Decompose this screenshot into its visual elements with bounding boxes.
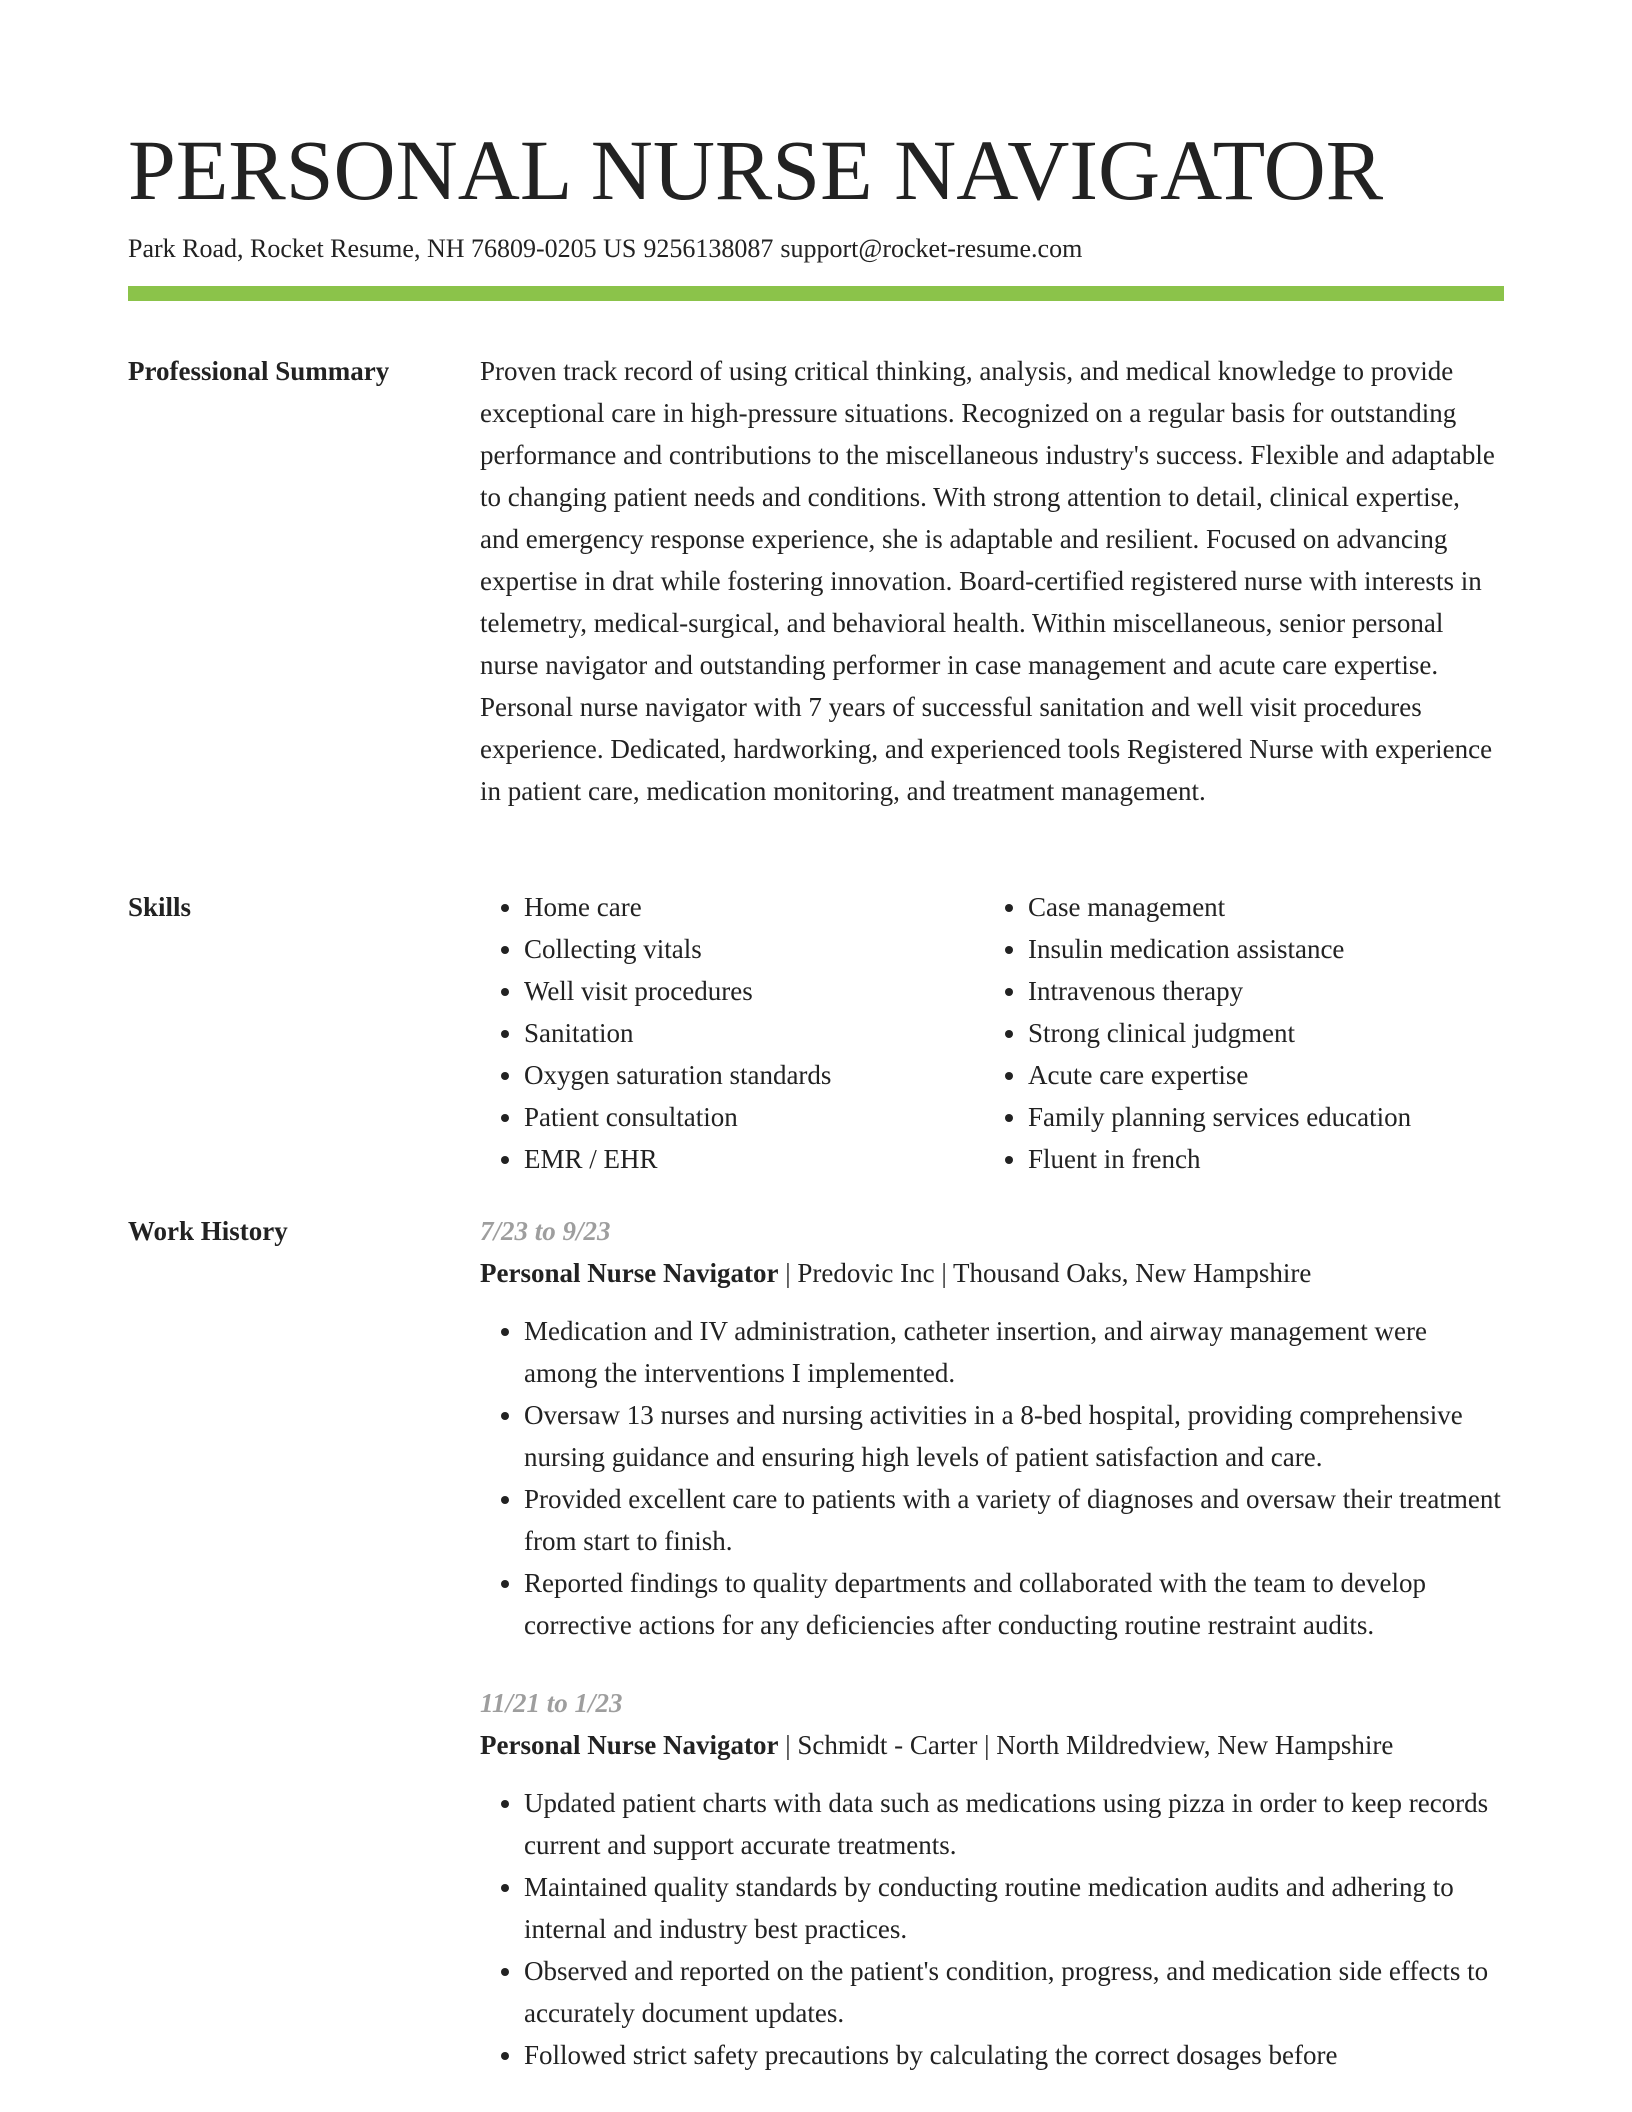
job-bullet: • Reported findings to quality departments and collaborated with the team to develop corrective actions for any deficiencies after conducting routine restraint audits.	[524, 1562, 1504, 1646]
job-bullet: • Followed strict safety precautions by calculating the correct dosages before	[524, 2034, 1504, 2076]
work-body	[480, 1210, 1504, 2112]
skill-item: • Strong clinical judgment	[1028, 1012, 1488, 1054]
job-bullets	[480, 1310, 1504, 1646]
skill-item: • Well visit procedures	[524, 970, 984, 1012]
job-employer: Schmidt - Carter	[797, 1730, 978, 1760]
job-bullet: • Maintained quality standards by conducting routine medication audits and adhering to internal and industry best practices.	[524, 1866, 1504, 1950]
skill-item: • Collecting vitals	[524, 928, 984, 970]
job-bullets	[480, 1782, 1504, 2076]
skills-list-left	[480, 886, 984, 1180]
summary-heading: Professional Summary	[128, 356, 390, 386]
summary-body	[480, 350, 1504, 812]
skills-heading: Skills	[128, 892, 192, 922]
skill-item: • Fluent in french	[1028, 1138, 1488, 1180]
job-location: Thousand Oaks, New Hampshire	[952, 1258, 1312, 1288]
job-title: Personal Nurse Navigator	[480, 1730, 779, 1760]
contact-line	[128, 232, 1082, 266]
skill-item: • EMR / EHR	[524, 1138, 984, 1180]
skill-item: • Sanitation	[524, 1012, 984, 1054]
skill-item: • Acute care expertise	[1028, 1054, 1488, 1096]
job-location: North Mildredview, New Hampshire	[996, 1730, 1394, 1760]
header-divider	[128, 286, 1504, 301]
phone: 9256138087	[643, 234, 774, 263]
job-title: Personal Nurse Navigator	[480, 1258, 779, 1288]
job-dates: 11/21 to 1/23	[480, 1688, 623, 1718]
email: support@rocket-resume.com	[780, 234, 1083, 263]
job-bullet: • Oversaw 13 nurses and nursing activities in a 8-bed hospital, providing comprehensive nursing guidance and ensuring high levels of patient satisfaction and care.	[524, 1394, 1504, 1478]
skill-item: • Patient consultation	[524, 1096, 984, 1138]
skill-item: • Oxygen saturation standards	[524, 1054, 984, 1096]
separator: |	[785, 1258, 798, 1288]
job-dates: 7/23 to 9/23	[480, 1216, 611, 1246]
job-header	[480, 1252, 1504, 1294]
skills-list-right	[984, 886, 1488, 1180]
skill-item: • Insulin medication assistance	[1028, 928, 1488, 970]
job-bullet: • Observed and reported on the patient's condition, progress, and medication side effects to accurately document updates.	[524, 1950, 1504, 2034]
skill-item: • Intravenous therapy	[1028, 970, 1488, 1012]
separator: |	[941, 1258, 953, 1288]
summary-text: Proven track record of using critical thinking, analysis, and medical knowledge to provide exceptional care in high-pressure situations. Recognized on a regular basis for outstanding performance and contributions to the miscellaneous industry's success. Flexible and adaptable to changing patient needs and conditions. With strong attention to detail, clinical expertise, and emergency response experience, she is adaptable and resilient. Focused on advancing expertise in drat while fostering innovation. Board-certified registered nurse with interests in telemetry, medical-surgical, and behavioral health. Within miscellaneous, senior personal nurse navigator and outstanding performer in case management and acute care expertise. Personal nurse navigator with 7 years of successful sanitation and well visit procedures experience. Dedicated, hardworking, and experienced tools Registered Nurse with experience in patient care, medication monitoring, and treatment management.	[480, 356, 1495, 806]
job-entry	[480, 1210, 1504, 1646]
job-bullet: • Provided excellent care to patients with a variety of diagnoses and oversaw their treatment from start to finish.	[524, 1478, 1504, 1562]
job-header	[480, 1724, 1504, 1766]
address: Park Road, Rocket Resume, NH 76809-0205 US	[128, 234, 637, 263]
skill-item: • Home care	[524, 886, 984, 928]
separator: |	[984, 1730, 997, 1760]
skill-item: • Family planning services education	[1028, 1096, 1488, 1138]
skill-item: • Case management	[1028, 886, 1488, 928]
job-entry	[480, 1682, 1504, 2076]
separator: |	[785, 1730, 798, 1760]
skills-body	[480, 886, 1504, 1180]
job-bullet: • Updated patient charts with data such as medications using pizza in order to keep records current and support accurate treatments.	[524, 1782, 1504, 1866]
job-employer: Predovic Inc	[797, 1258, 935, 1288]
job-bullet: • Medication and IV administration, catheter insertion, and airway management were among the interventions I implemented.	[524, 1310, 1504, 1394]
work-heading: Work History	[128, 1216, 288, 1246]
candidate-name: PERSONAL NURSE NAVIGATOR	[128, 122, 1384, 218]
